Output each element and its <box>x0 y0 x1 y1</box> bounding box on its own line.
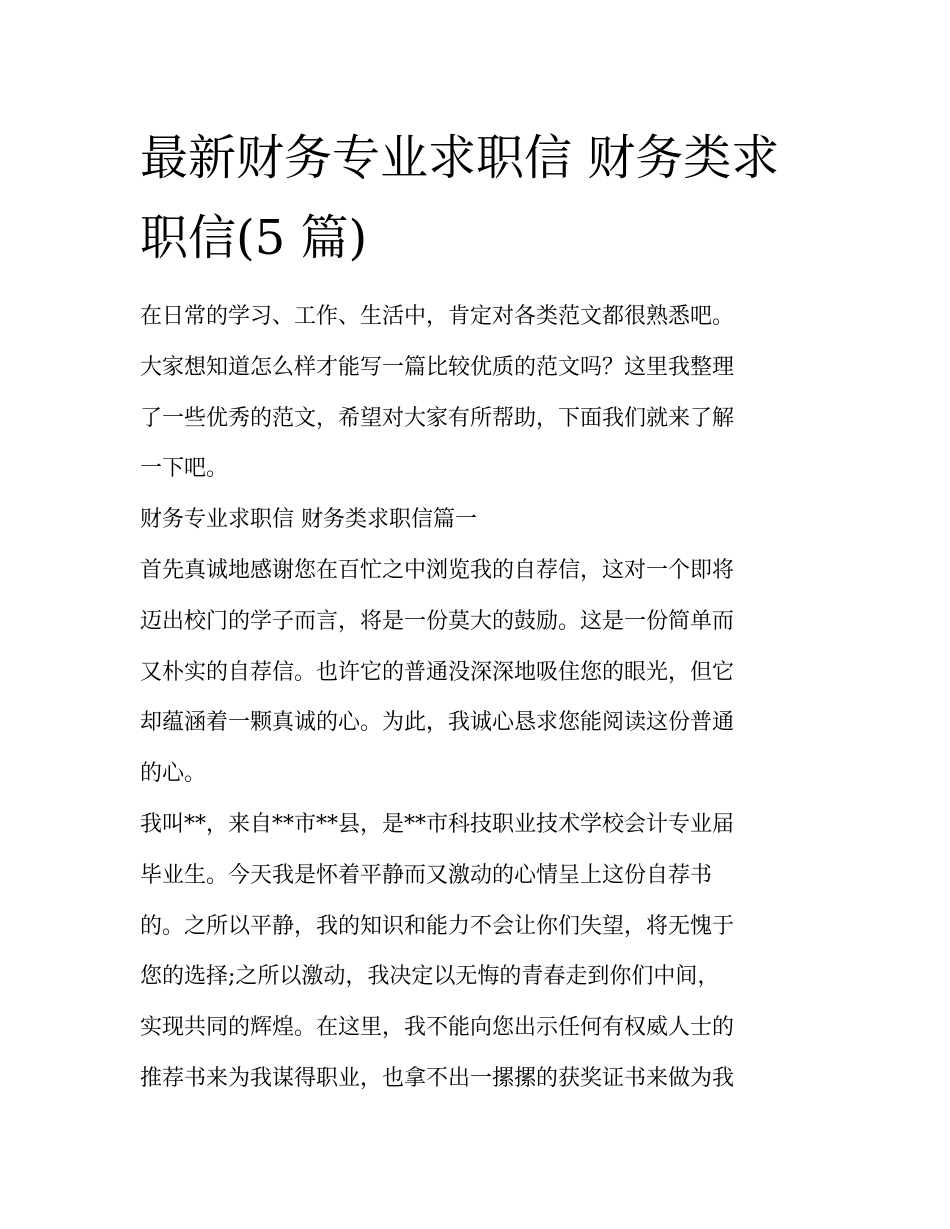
paragraph1-line: 首先真诚地感谢您在百忙之中浏览我的自荐信，这对一个即将 <box>140 557 735 583</box>
paragraph1-line: 又朴实的自荐信。也许它的普通没深深地吸住您的眼光，但它 <box>140 659 735 685</box>
section-heading: 财务专业求职信 财务类求职信篇一 <box>140 507 477 533</box>
document-page <box>140 118 820 1105</box>
intro-line: 一下吧。 <box>140 456 229 482</box>
intro-line: 在日常的学习、工作、生活中，肯定对各类范文都很熟悉吧。 <box>140 304 735 329</box>
paragraph2-line: 我叫**，来自**市**县，是**市科技职业技术学校会计专业届 <box>140 811 735 837</box>
paragraph2-line: 推荐书来为我谋得职业，也拿不出一摞摞的获奖证书来做为我 <box>140 1065 735 1091</box>
paragraph2-line: 毕业生。今天我是怀着平静而又激动的心情呈上这份自荐书 <box>140 862 713 888</box>
paragraph1-line: 却蕴涵着一颗真诚的心。为此，我诚心恳求您能阅读这份普通 <box>140 710 735 736</box>
paragraph2-line: 您的选择;之所以激动，我决定以无悔的青春走到你们中间， <box>140 964 720 990</box>
intro-line: 了一些优秀的范文，希望对大家有所帮助，下面我们就来了解 <box>140 405 735 431</box>
paragraph1-line: 迈出校门的学子而言，将是一份莫大的鼓励。这是一份简单而 <box>140 608 735 634</box>
paragraph2-line: 实现共同的辉煌。在这里，我不能向您出示任何有权威人士的 <box>140 1015 735 1041</box>
intro-paragraph <box>140 292 820 1105</box>
paragraph2-line: 的。之所以平静，我的知识和能力不会让你们失望，将无愧于 <box>140 913 735 939</box>
intro-line: 大家想知道怎么样才能写一篇比较优质的范文吗？这里我整理 <box>140 354 735 380</box>
document-title <box>140 118 820 278</box>
title-line-2: 职信(5 篇) <box>140 210 368 266</box>
title-line-1: 最新财务专业求职信 财务类求 <box>140 130 780 186</box>
paragraph1-line: 的心。 <box>140 761 207 787</box>
